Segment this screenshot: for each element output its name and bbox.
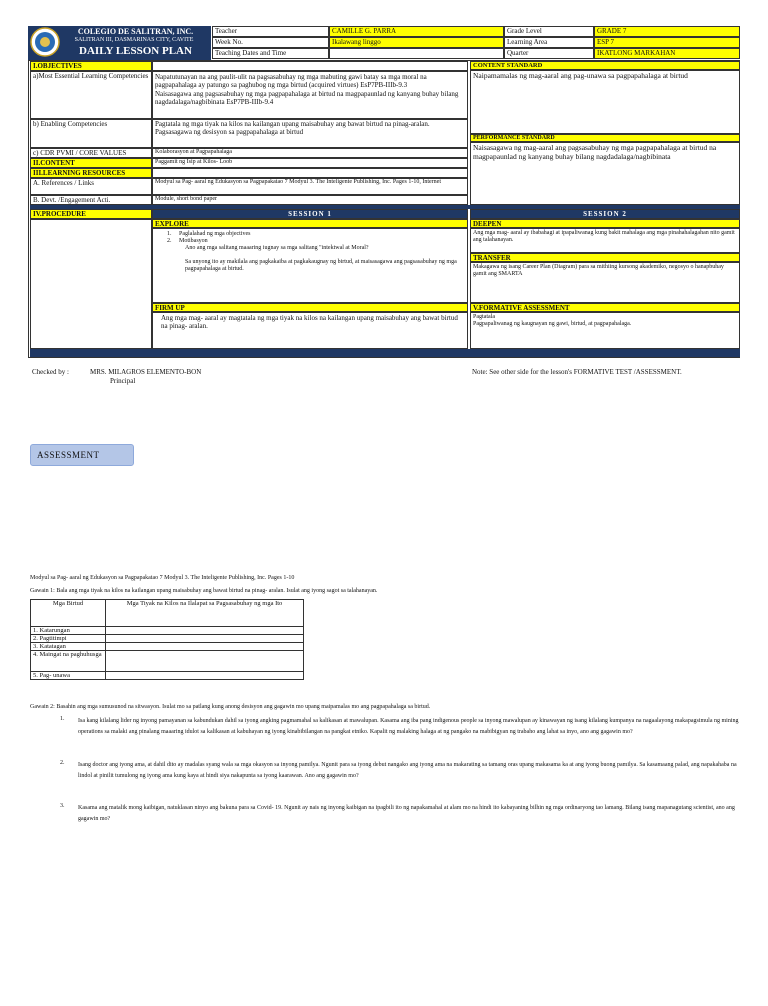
formative-text-2: Pagpapaliwanag ng kaugnayan ng gawi, birtud, at pagpapahalaga. bbox=[473, 321, 632, 327]
content-standard-text: Naipamamalas ng mag-aaral ang pag-unawa sa pagpapahalaga at birtud bbox=[470, 70, 740, 134]
table-row-answer[interactable] bbox=[106, 651, 304, 672]
item-number: 3. bbox=[60, 803, 65, 809]
footer-note: Note: See other side for the lesson's FORMATIVE TEST /ASSESSMENT. bbox=[472, 368, 682, 376]
content-label: II.CONTENT bbox=[30, 158, 152, 168]
deepen-label: DEEPEN bbox=[470, 219, 740, 228]
teacher-label: Teacher bbox=[212, 26, 329, 37]
dev-text: Module, short bond paper bbox=[152, 195, 468, 205]
checker-role: Principal bbox=[110, 377, 136, 385]
table-row-answer[interactable] bbox=[106, 627, 304, 635]
refs-text: Modyul sa Pag- aaral ng Edukasyon sa Pagpapakatao 7 Modyul 3. The Inteligente Publishing, Inc. Pages 1-10, Internet bbox=[152, 178, 468, 195]
explore-box bbox=[152, 228, 468, 303]
table-row-answer[interactable] bbox=[106, 635, 304, 643]
session2-title: SESSION 2 bbox=[470, 209, 740, 219]
item-number: 2. bbox=[60, 760, 65, 766]
quarter-label: Quarter bbox=[504, 48, 594, 59]
item-text: Isa kang kilalang lider ng inyong pamayanan sa kabundukan dahil sa iyong angking pagmamahal sa kalikasan at mawalupan. Kasama ang iba pang indigenous people sa inyong mawalupan ay kinawayan ng isang kilalang kumpanya na nagaalayong makapagsimula ng mining operations sa malaki ang pinalang maaaring idulot sa kalikasan at kabuhayan ng iyong kinabibilangan na pangkat etniko. Kapalit ng malaking halaga at ng pangako na mabibigyan ng trabaho ang lahat sa inyo, ano ang gagawin mo? bbox=[78, 718, 739, 735]
school-address: SALITRAN III, DASMARINAS CITY, CAVITE bbox=[74, 37, 194, 43]
transfer-text: Makagawa ng isang Career Plan (Diagram) para sa mithiing kursong akademiko, negosyo o hanapbuhay gamit ang SMARTA bbox=[470, 262, 740, 303]
procedure-bottom-band bbox=[30, 349, 740, 357]
dev-label: B. Devt. /Engagement Acti. bbox=[30, 195, 152, 205]
gawain2-instructions: Gawain 2: Basahin ang mga sumusunod na sitwasyon. Isulat mo sa patlang kung anong desisyon ang gagawin mo upang maipamalas mo ang pagpapahalaga sa birtud. bbox=[30, 704, 431, 710]
formative-label: V.FORMATIVE ASSESSMENT bbox=[470, 303, 740, 312]
melc-text-2: Naisasagawa ang pagsasabuhay ng mga pagpapahalaga at birtud na magpapaunlad ng kanyang buhay bilang nagdadalaga/nagbibinata EsP7PB-IIIb-9.4 bbox=[155, 90, 459, 106]
table-row-birtud: 1. Katarungan bbox=[31, 627, 106, 635]
table-header-birtud: Mga Birtud bbox=[31, 600, 106, 627]
enabling-text: Pagtatala ng mga tiyak na kilos na kailangan upang maisabuhay ang bawat birtud na pinag-aralan. bbox=[155, 120, 430, 128]
enabling-text-2: Pagsasagawa ng desisyon sa pagpapahalaga at birtud bbox=[155, 128, 304, 136]
explore-label: EXPLORE bbox=[152, 219, 468, 228]
gawain1-instructions: Gawain 1: Bala ang mga tiyak na kilos na kailangan upang maisabuhay ang bawat birtud na pinag- aralan. Isulat ang iyong sagot sa talahanayan. bbox=[30, 588, 378, 594]
teaching-dates-value bbox=[329, 48, 504, 59]
melc-label: a)Most Essential Learning Competencies bbox=[30, 71, 152, 119]
week-label: Week No. bbox=[212, 37, 329, 48]
explore-item-2-text: Motibasyon bbox=[179, 238, 208, 244]
enabling-label: b) Enabling Competencies bbox=[30, 119, 152, 148]
explore-note: Sa unyong ito ay makilala ang pagkakaiba at pagkakaugnay ng birtud, at maisasagawa ang pagsasabuhay ng mga pagpapahalaga at birtud. bbox=[185, 259, 457, 272]
assessment-button-label: ASSESSMENT bbox=[37, 450, 100, 460]
gawain1-table bbox=[30, 599, 304, 680]
table-header-kilos: Mga Tiyak na Kilos na Ilalapat sa Pagsasabuhay ng mga Ito bbox=[106, 600, 304, 627]
table-row-answer[interactable] bbox=[106, 643, 304, 651]
assessment-button[interactable] bbox=[30, 444, 134, 466]
firmup-text: Ang mga mag- aaral ay magtatala ng mga tiyak na kilos na kailangan upang maisabuhay ang bawat birtud na pinag- aralan. bbox=[152, 312, 468, 349]
performance-standard-text: Naisasagawa ng mag-aaral ang pagsasabuhay ng mga pagpapahalaga at birtud na magpapaunlad ng kanyang buhay bilang nagdadalaga/nagbibinata bbox=[470, 142, 740, 205]
resources-label: III.LEARNING RESOURCES bbox=[30, 168, 152, 178]
teaching-dates-label: Teaching Dates and Time bbox=[212, 48, 329, 59]
school-seal-icon bbox=[30, 27, 60, 57]
plan-title: DAILY LESSON PLAN bbox=[79, 45, 192, 57]
item-number: 1. bbox=[60, 716, 65, 722]
session1-title: SESSION 1 bbox=[152, 209, 468, 219]
table-row-birtud: 4. Maingat na paghuhusga bbox=[31, 651, 106, 672]
week-value: Ikalawang linggo bbox=[329, 37, 504, 48]
gawain2-item-2 bbox=[60, 760, 740, 782]
performance-standard-title: PERFORMANCE STANDARD bbox=[470, 134, 740, 142]
table-row-birtud: 3. Katatagan bbox=[31, 643, 106, 651]
explore-sub: Ano ang mga salitang maaaring iugnay sa mga salitang "intektwal at Moral? bbox=[185, 245, 369, 251]
gawain1-table-wrap bbox=[30, 599, 304, 680]
procedure-left-column bbox=[30, 219, 152, 349]
explore-item-1-text: Paglalahad ng mga objectives bbox=[179, 231, 251, 237]
firmup-label: FIRM UP bbox=[152, 303, 468, 312]
checked-by-label: Checked by : bbox=[32, 368, 69, 376]
teacher-value: CAMILLE G. PARRA bbox=[329, 26, 504, 37]
learning-area-value: ESP 7 bbox=[594, 37, 740, 48]
cdr-text: Kolaborasyon at Pagpapahalaga bbox=[152, 148, 468, 158]
melc-text-box bbox=[152, 71, 468, 119]
assessment-reference: Modyul sa Pag- aaral ng Edukasyon sa Pagpapakatao 7 Modyul 3. The Inteligente Publishing, Inc. Pages 1-10 bbox=[30, 575, 295, 581]
formative-box bbox=[470, 312, 740, 349]
procedure-label: IV.PROCEDURE bbox=[30, 209, 152, 219]
procedure-left-band bbox=[30, 205, 740, 209]
content-text: Paggamit ng Isip at Kilos- Loob bbox=[152, 158, 468, 168]
melc-text: Napatutunayan na ang paulit-ulit na pagsasabuhay ng mga mabuting gawi batay sa mga moral na pagpapahalaga ay patungo sa paghubog ng mga birtud (acquired virtues) EsP7PB-IIIb-9.3 bbox=[155, 73, 427, 89]
quarter-value: IKATLONG MARKAHAN bbox=[594, 48, 740, 59]
table-row-answer[interactable] bbox=[106, 672, 304, 680]
resources-blank bbox=[152, 168, 468, 178]
gawain2-item-1 bbox=[60, 716, 740, 738]
transfer-label: TRANSFER bbox=[470, 253, 740, 262]
formative-text-1: Pagtatala bbox=[473, 314, 495, 320]
grade-level-value: GRADE 7 bbox=[594, 26, 740, 37]
cdr-label: c) CDR PVMI / CORE VALUES bbox=[30, 148, 152, 158]
item-text: Isang doctor ang iyong ama, at dahil dito ay madalas syang wala sa mga okasyon sa inyong pamilya. Ngunit para sa iyong debut nangako ang iyong ama na makarating sa tamang oras upang makasama ka at ang iyong buong pamilya. Sa kasamaang palad, ang napakahaba na lindol at pinilit tumulong ng iyong ama kung kaya at hindi siya nakapunta sa iyong kaarawan. Ano ang gagawin mo? bbox=[78, 762, 737, 779]
school-name: COLEGIO DE SALITRAN, INC. bbox=[77, 27, 194, 36]
gawain2-item-3 bbox=[60, 803, 740, 825]
refs-label: A. References / Links bbox=[30, 178, 152, 195]
learning-area-label: Learning Area bbox=[504, 37, 594, 48]
explore-item-1: 1. Paglalahad ng mga objectives bbox=[167, 231, 251, 237]
deepen-text: Ang mga mag- aaral ay ibabahagi at ipapaliwanag kung bakit mahalaga ang mga pinahahalagahan nito gamit ang talahanayan. bbox=[470, 228, 740, 253]
grade-level-label: Grade Level bbox=[504, 26, 594, 37]
checker-name: MRS. MILAGROS ELEMENTO-BON bbox=[90, 368, 202, 376]
table-row-birtud: 5. Pag- unawa bbox=[31, 672, 106, 680]
enabling-text-box bbox=[152, 119, 468, 148]
explore-item-2: 2. Motibasyon bbox=[167, 238, 208, 244]
item-text: Kasama ang matalik mong kaibigan, natuklasan ninyo ang bakuna para sa Covid- 19. Ngunit ay nais ng inyong kaibigan na ipagbili ito ng napakamahal at alam mo na hindi ito kabayaning bilhin ng mga ordinaryong tao lamang. Bilang isang mapanagutang scientist, ano ang gagawin mo? bbox=[78, 805, 735, 822]
content-standard-title: CONTENT STANDARD bbox=[470, 61, 740, 70]
objectives-title-blank bbox=[152, 61, 468, 71]
table-row-birtud: 2. Pagtitimpi bbox=[31, 635, 106, 643]
objectives-title: I.OBJECTIVES bbox=[30, 61, 152, 71]
